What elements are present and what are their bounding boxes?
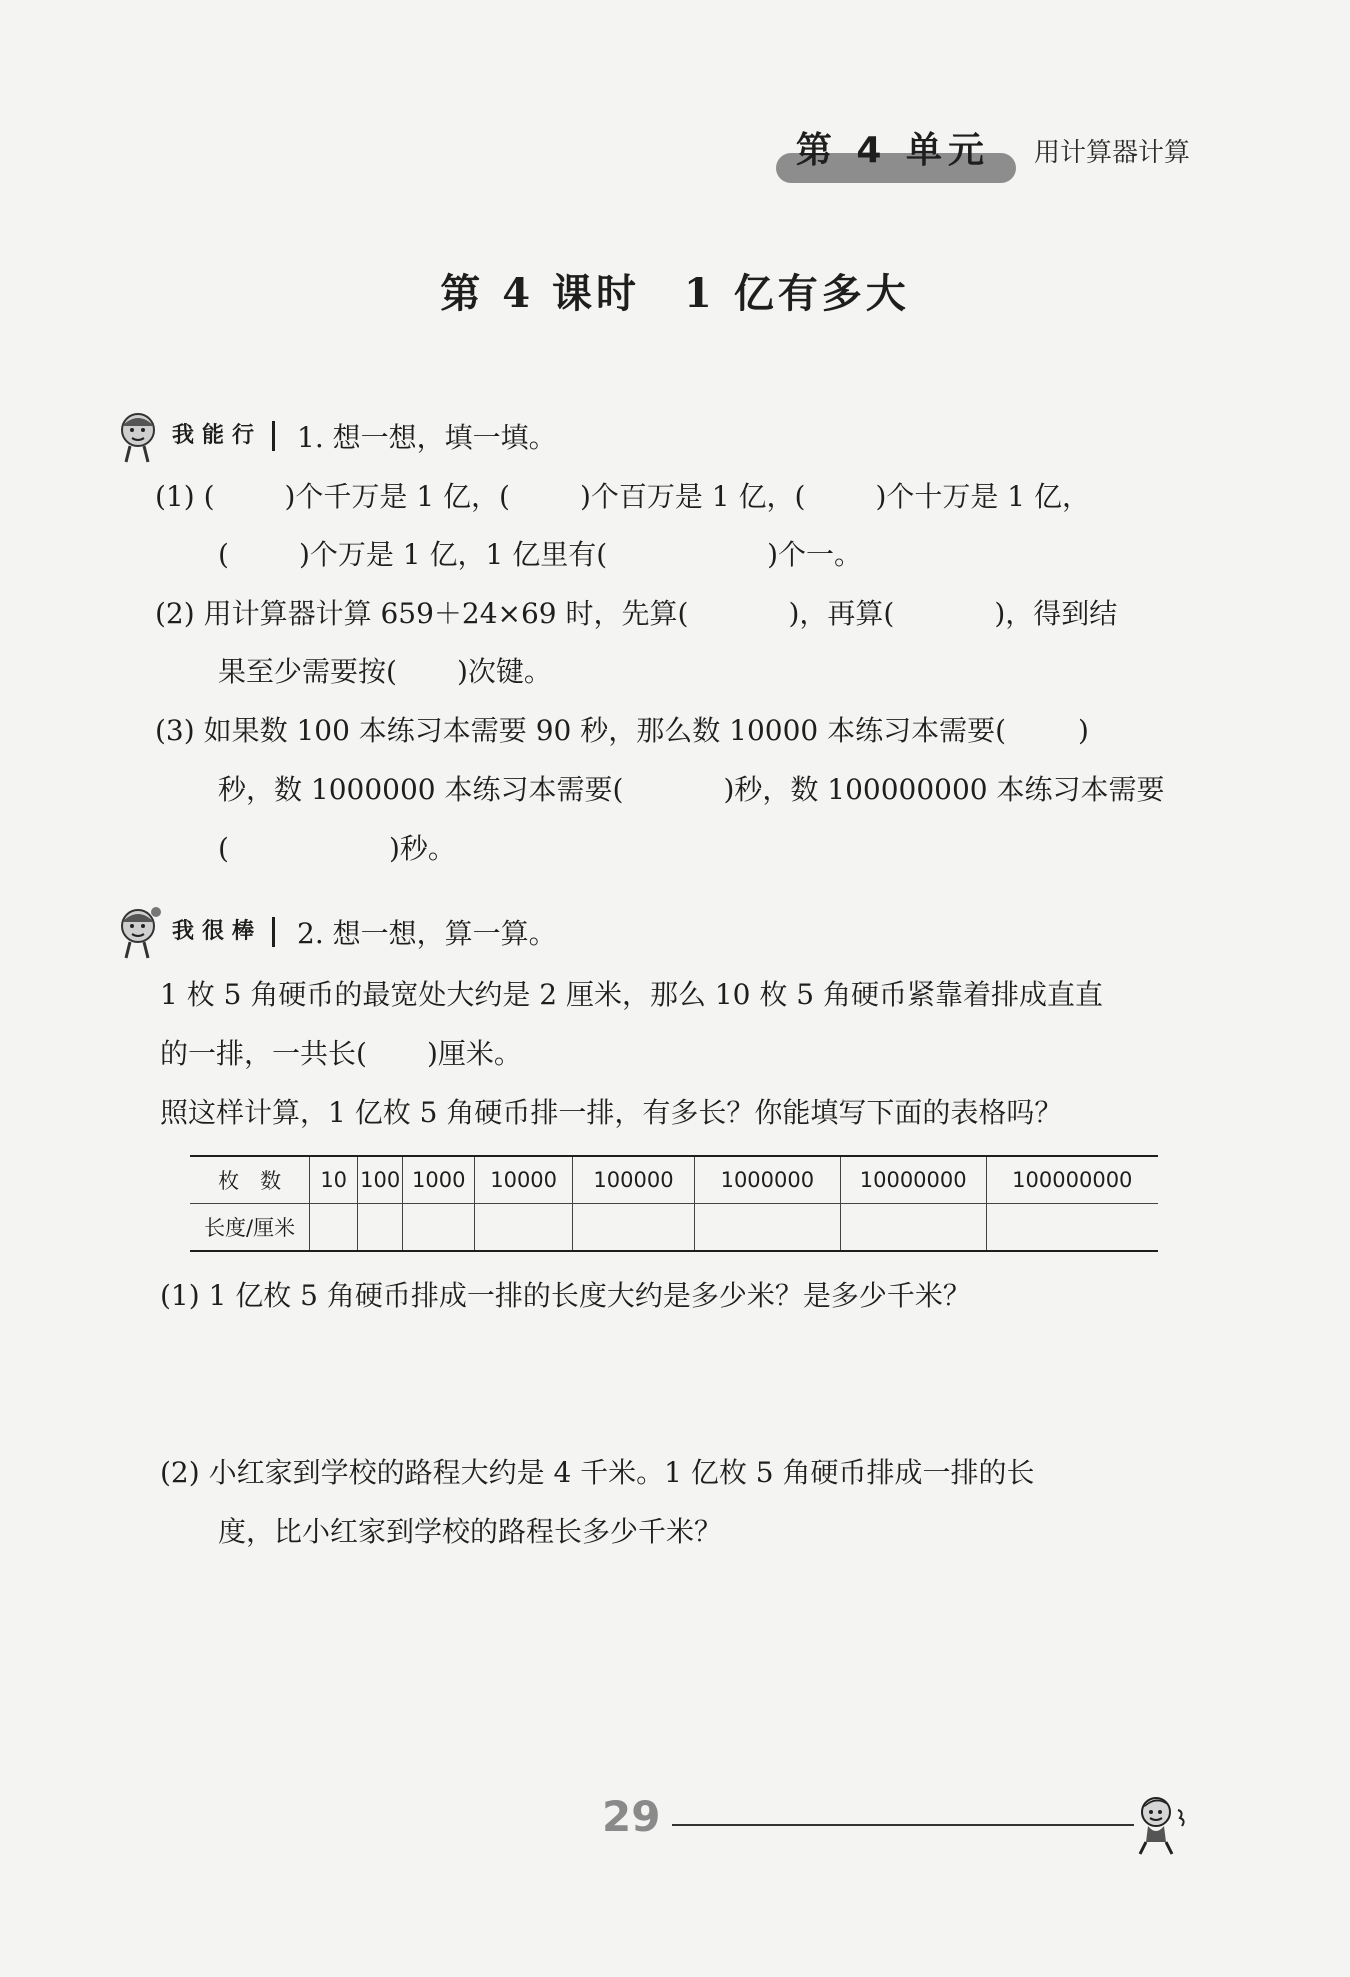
q2-sub1: (1) 1 亿枚 5 角硬币排成一排的长度大约是多少米？是多少千米？ [160, 1279, 971, 1312]
text: )次键。 [456, 655, 552, 688]
answer-cell[interactable] [694, 1204, 840, 1252]
text: (1) ( [155, 480, 215, 513]
table-cell: 100000000 [986, 1156, 1158, 1204]
text: )秒，数 100000000 本练习本需要 [723, 773, 1165, 806]
text: 的一排，一共长( [160, 1037, 367, 1070]
q1-1-line2 [218, 535, 862, 575]
q1-3-line1 [155, 711, 1089, 751]
text: )，得到结 [994, 597, 1118, 630]
footer-rule [672, 1824, 1134, 1826]
text: (3) 如果数 100 本练习本需要 90 秒，那么数 10000 本练习本需要( [155, 714, 1007, 747]
table-header-length: 长度/厘米 [190, 1204, 310, 1252]
text: 果至少需要按( [218, 655, 397, 688]
q1-3-line2 [218, 770, 1165, 810]
section2-header [112, 904, 557, 960]
unit-subtitle: 用计算器计算 [1033, 138, 1190, 168]
q2-paragraph1-line1: 1 枚 5 角硬币的最宽处大约是 2 厘米，那么 10 枚 5 角硬币紧靠着排成直直 [160, 978, 1103, 1011]
q2-sub2-line1: (2) 小红家到学校的路程大约是 4 千米。1 亿枚 5 角硬币排成一排的长 [160, 1456, 1035, 1489]
table-header-count: 枚 数 [190, 1156, 310, 1204]
coin-length-table [190, 1155, 1158, 1252]
girl-mascot-icon [112, 408, 168, 464]
text: (2) 用计算器计算 659＋24×69 时，先算( [155, 597, 689, 630]
text: )个千万是 1 亿，( [284, 480, 510, 513]
table-row [190, 1156, 1158, 1204]
girl-mascot-icon [112, 904, 168, 960]
answer-cell[interactable] [986, 1204, 1158, 1252]
answer-cell[interactable] [573, 1204, 695, 1252]
text: )个百万是 1 亿，( [579, 480, 806, 513]
table-cell: 100000 [573, 1156, 695, 1204]
question2-title: 2. 想一想，算一算。 [297, 917, 557, 950]
page-number: 29 [602, 1792, 661, 1841]
question1-title: 1. 想一想，填一填。 [297, 421, 557, 454]
section2-tag: 我很棒 [168, 917, 275, 947]
answer-cell[interactable] [310, 1204, 358, 1252]
answer-cell[interactable] [358, 1204, 403, 1252]
q2-paragraph1-line2 [160, 1034, 522, 1074]
unit-badge [770, 118, 1016, 183]
boy-mascot-icon [1126, 1790, 1196, 1860]
q1-2-line1 [155, 594, 1117, 634]
table-row [190, 1204, 1158, 1252]
answer-cell[interactable] [475, 1204, 573, 1252]
text: )，再算( [788, 597, 895, 630]
text: ( [218, 832, 229, 865]
table-cell: 100 [358, 1156, 403, 1204]
lesson-title: 第 4 课时 1 亿有多大 [440, 270, 910, 317]
text: )秒。 [388, 832, 456, 865]
answer-cell[interactable] [403, 1204, 475, 1252]
table-cell: 10 [310, 1156, 358, 1204]
table-cell: 10000000 [840, 1156, 986, 1204]
section1-header [112, 408, 557, 464]
text: ) [1078, 714, 1089, 747]
text: 秒，数 1000000 本练习本需要( [218, 773, 624, 806]
q2-sub2-line2: 度，比小红家到学校的路程长多少千米？ [218, 1515, 723, 1548]
section1-tag: 我能行 [168, 421, 275, 451]
table-cell: 1000000 [694, 1156, 840, 1204]
text: )个万是 1 亿，1 亿里有( [298, 538, 608, 571]
q2-paragraph2: 照这样计算，1 亿枚 5 角硬币排一排，有多长？你能填写下面的表格吗？ [160, 1096, 1063, 1129]
unit-badge-text: 第 4 单元 [795, 130, 990, 171]
text: )个十万是 1 亿， [875, 480, 1090, 513]
text: )厘米。 [426, 1037, 522, 1070]
answer-cell[interactable] [840, 1204, 986, 1252]
table-cell: 10000 [475, 1156, 573, 1204]
q1-3-line3 [218, 829, 456, 869]
text: )个一。 [767, 538, 863, 571]
q1-2-line2 [218, 652, 552, 692]
unit-header [770, 118, 1190, 183]
q1-1-line1 [155, 477, 1090, 517]
table-cell: 1000 [403, 1156, 475, 1204]
text: ( [218, 538, 229, 571]
